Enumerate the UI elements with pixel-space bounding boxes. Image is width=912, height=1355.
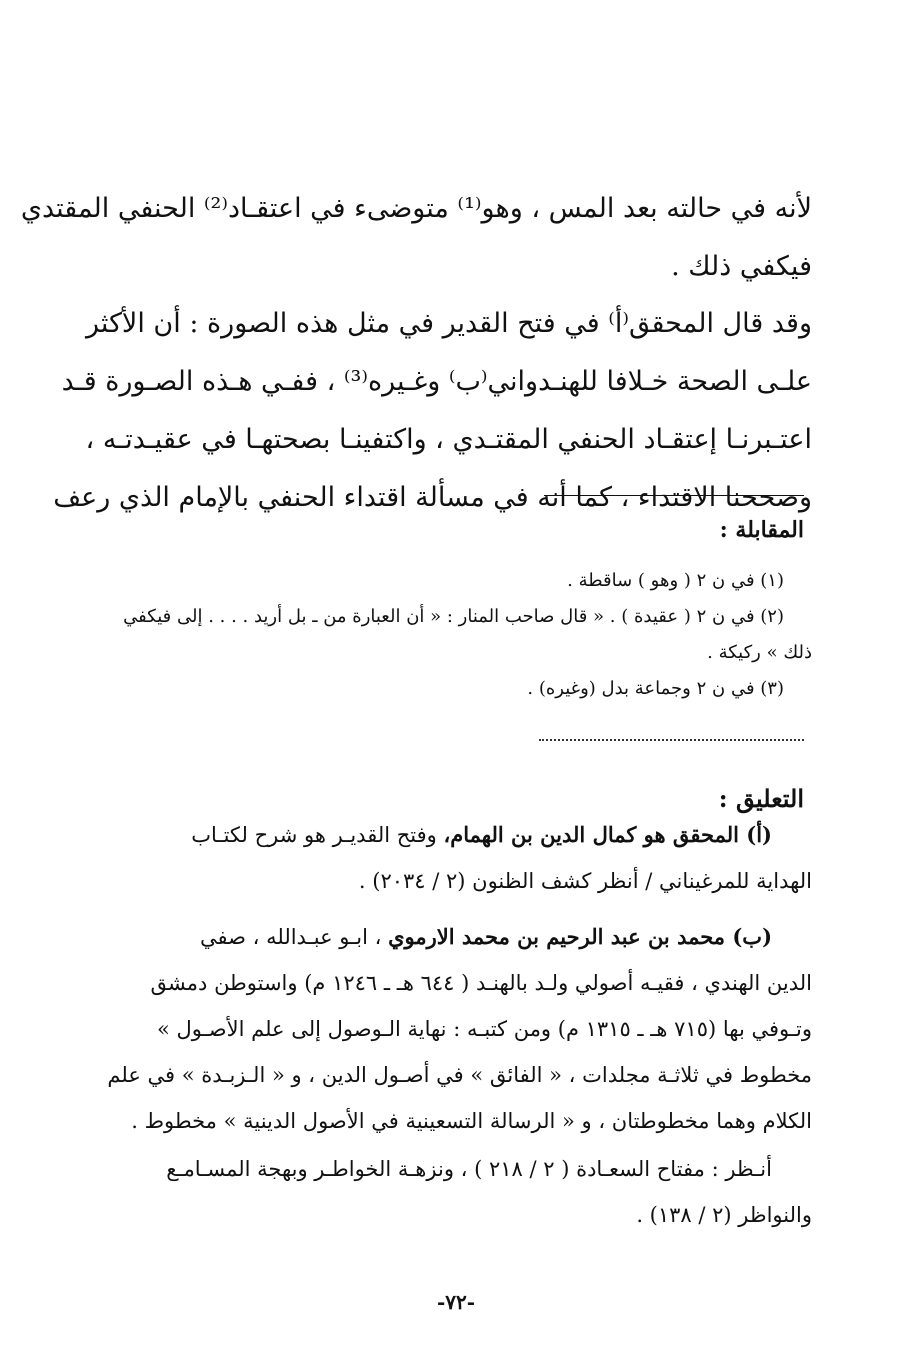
text-line: علـى الصحة خـلافا للهنـدواني⁽ب⁾ وغـيره⁽³⁾ ، ففـي هـذه الصـورة قـد: [61, 366, 812, 397]
dotted-separator: [539, 739, 804, 741]
footnote-line: (٣) في ن ٢ وجماعة بدل (وغيره) .: [527, 678, 784, 699]
text-line: وقد قال المحقق⁽أ⁾ في فتح القدير في مثل هذه الصورة : أن الأكثر: [86, 308, 812, 339]
commentary-a: [107, 812, 812, 904]
text-line: وصححنا الاقتداء ، كما أنه في مسألة اقتداء الحنفي بالإمام الذي رعف: [53, 482, 812, 513]
muqabala-heading: المقابلة :: [719, 517, 804, 543]
main-paragraph-1: [20, 180, 812, 296]
main-paragraph-2: [53, 295, 812, 527]
commentary-b-title: (ب) محمد بن عبد الرحيم بن محمد الارموي: [388, 924, 772, 949]
commentary-b: [107, 914, 812, 1144]
commentary-b-text: ، ابـو عبـدالله ، صفي: [200, 925, 389, 949]
reference-line: أنـظر : مفتاح السعـادة ( ٢ / ٢١٨ ) ، ونزهـة الخواطـر وبهجة المسـامـع: [166, 1157, 772, 1181]
page-number: -٧٢-: [436, 1290, 476, 1314]
footnote-separator: [544, 495, 804, 496]
commentary-line: [107, 914, 812, 960]
text-line: لأنه في حالته بعد المس ، وهو⁽¹⁾ متوضىء في اعتقـاد⁽²⁾ الحنفي المقتدي: [20, 193, 812, 224]
reference-line: والنواظر (٢ / ١٣٨) .: [636, 1203, 812, 1227]
commentary-line: وتـوفي بها (٧١٥ هـ ـ ١٣١٥ م) ومن كتبـه : نهاية الـوصول إلى علم الأصـول »: [157, 1017, 812, 1041]
commentary-line: مخطوط في ثلاثـة مجلدات ، « الفائق » في أصـول الدين ، و « الـزبـدة » في علم: [107, 1063, 812, 1087]
commentary-line: الهداية للمرغيناني / أنظر كشف الظنون (٢ / ٢٠٣٤) .: [358, 869, 812, 893]
commentary-a-text: وفتح القديـر هو شرح لكتـاب: [191, 823, 444, 847]
footnote-line: (٢) في ن ٢ ( عقيدة ) . « قال صاحب المنار : « أن العبارة من ـ بل أريد . . . . إلى فيكفي: [123, 606, 784, 627]
commentary-a-title: (أ) المحقق هو كمال الدين بن الهمام،: [443, 822, 772, 847]
muqabala-notes: [107, 563, 812, 707]
footnote-line: ذلك » ركيكة .: [707, 642, 812, 663]
commentary-line: الكلام وهما مخطوطتان ، و « الرسالة التسعينية في الأصول الدينية » مخطوط .: [131, 1109, 812, 1133]
references: [107, 1146, 812, 1238]
commentary-line: [107, 812, 812, 858]
text-line: فيكفي ذلك .: [671, 251, 812, 282]
footnote-line: (١) في ن ٢ ( وهو ) ساقطة .: [567, 570, 784, 591]
text-line: اعتـبرنـا إعتقـاد الحنفي المقتـدي ، واكتفينـا بصحتهـا في عقيـدتـه ،: [85, 424, 812, 455]
taliq-heading: التعليق :: [718, 784, 804, 813]
commentary-line: الدين الهندي ، فقيـه أصولي ولـد بالهنـد ( ٦٤٤ هـ ـ ١٢٤٦ م) واستوطن دمشق: [150, 971, 812, 995]
